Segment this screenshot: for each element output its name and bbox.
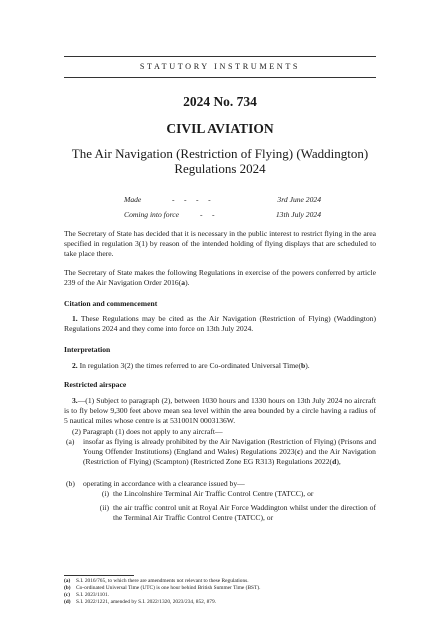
footnote-b-label: (b)	[64, 585, 71, 591]
footnote-b-text: Co-ordinated Universal Time (UTC) is one hour behind British Summer Time (BST).	[76, 585, 261, 591]
regulation-2-number: 2.	[72, 361, 78, 370]
preamble-2-end: ).	[185, 278, 190, 288]
regulation-2-end: ).	[305, 361, 310, 370]
footnote-ref-d[interactable]: d	[332, 457, 337, 467]
series-header: STATUTORY INSTRUMENTS	[139, 62, 301, 71]
made-date: 3rd June 2024	[277, 195, 321, 204]
item-b-marker: (b)	[66, 479, 75, 488]
footnote-d-text: S.I. 2022/1221, amended by S.I. 2022/1320, 2023/234, 852, 879.	[76, 599, 217, 605]
preamble-paragraph-2	[64, 268, 376, 288]
item-a-marker: (a)	[66, 437, 75, 446]
regulation-1-text: These Regulations may be cited as the Air Navigation (Restriction of Flying) (Waddington) Regulations 2024 and they come into force on 13th July 2024.	[64, 314, 377, 334]
citation-heading: Citation and commencement	[64, 299, 158, 308]
regulation-3-paragraph-2: (2) Paragraph (1) does not apply to any aircraft—	[72, 427, 223, 436]
made-label-text: Made	[124, 195, 142, 204]
footnote-c-label: (c)	[64, 592, 70, 598]
subject-heading: CIVIL AVIATION	[166, 121, 274, 136]
title-line-1: The Air Navigation (Restriction of Flying) (Waddington)	[71, 146, 369, 161]
restricted-airspace-heading: Restricted airspace	[64, 380, 127, 389]
footnote-ref-a[interactable]: a	[181, 278, 186, 288]
regulation-2	[64, 361, 376, 371]
cif-dashes: - -	[200, 210, 215, 219]
footnote-c	[64, 592, 376, 599]
regulation-1	[64, 314, 376, 334]
footnote-d-label: (d)	[64, 599, 71, 605]
footnote-a	[64, 578, 376, 585]
footnote-b	[64, 585, 376, 592]
item-ii: the air traffic control unit at Royal Air Force Waddington whilst under the direction of the Terminal Air Traffic Control Centre (TATCC), or	[113, 503, 376, 523]
instrument-title	[0, 146, 440, 176]
cif-label-text: Coming into force	[124, 210, 179, 219]
header-top-rule	[64, 56, 376, 57]
title-line-2: Regulations 2024	[174, 161, 266, 176]
item-a	[83, 437, 376, 467]
item-ii-marker: (ii)	[99, 503, 109, 512]
footnote-ref-b[interactable]: b	[301, 361, 306, 370]
item-b: operating in accordance with a clearance issued by—	[83, 479, 245, 488]
item-i: the Lincolnshire Terminal Air Traffic Control Centre (TATCC), or	[113, 489, 314, 498]
item-i-marker: (i)	[101, 489, 109, 498]
preamble-paragraph-1: The Secretary of State has decided that it is necessary in the public interest to restrict flying in the area specified in regulation 3(1) by reason of the intended holding of flying displays that are scheduled to take place there.	[64, 229, 376, 259]
item-a-text-2: ) and the Air Navigation (Restriction of Flying) (Scampton) (Restricted Zone EG R313) Regulations 2022(	[83, 447, 376, 467]
footnote-d	[64, 599, 376, 606]
footnote-a-text: S.I. 2016/765, to which there are amendments not relevant to these Regulations.	[76, 578, 249, 584]
footnote-c-text: S.I. 2023/1101.	[76, 592, 110, 598]
regulation-1-number: 1.	[72, 314, 78, 323]
coming-into-force-date: 13th July 2024	[275, 210, 321, 219]
header-bottom-rule	[64, 77, 376, 78]
made-dashes: - - - -	[172, 195, 211, 204]
interpretation-heading: Interpretation	[64, 345, 111, 354]
regulation-2-text: In regulation 3(2) the times referred to are Co-ordinated Universal Time(	[79, 361, 302, 370]
regulation-3-1-text: —(1) Subject to paragraph (2), between 1030 hours and 1330 hours on 13th July 2024 no aircraft is to fly below 9,300 feet above mean sea level within the area bounded by a circle having a radius of 5 nautical miles whose centre is at 531001N 0003136W.	[64, 396, 376, 426]
footnote-separator	[64, 575, 134, 576]
item-a-text-3: ),	[336, 457, 341, 467]
made-label	[124, 195, 211, 204]
footnote-ref-c[interactable]: c	[296, 447, 301, 457]
preamble-2-text: The Secretary of State makes the following Regulations in exercise of the powers conferred by article 239 of the Air Navigation Order 2016(	[64, 268, 376, 288]
regulation-3-paragraph-1	[64, 396, 376, 426]
footnote-a-label: (a)	[64, 578, 71, 584]
si-number: 2024 No. 734	[183, 94, 257, 109]
item-a-text-1: insofar as flying is already prohibited by the Air Navigation (Restriction of Flying) (Prisons and Young Offender Institutions) (England and Wales) Regulations 2023(	[83, 437, 376, 457]
regulation-3-number: 3.	[72, 396, 78, 405]
coming-into-force-label	[124, 210, 215, 219]
